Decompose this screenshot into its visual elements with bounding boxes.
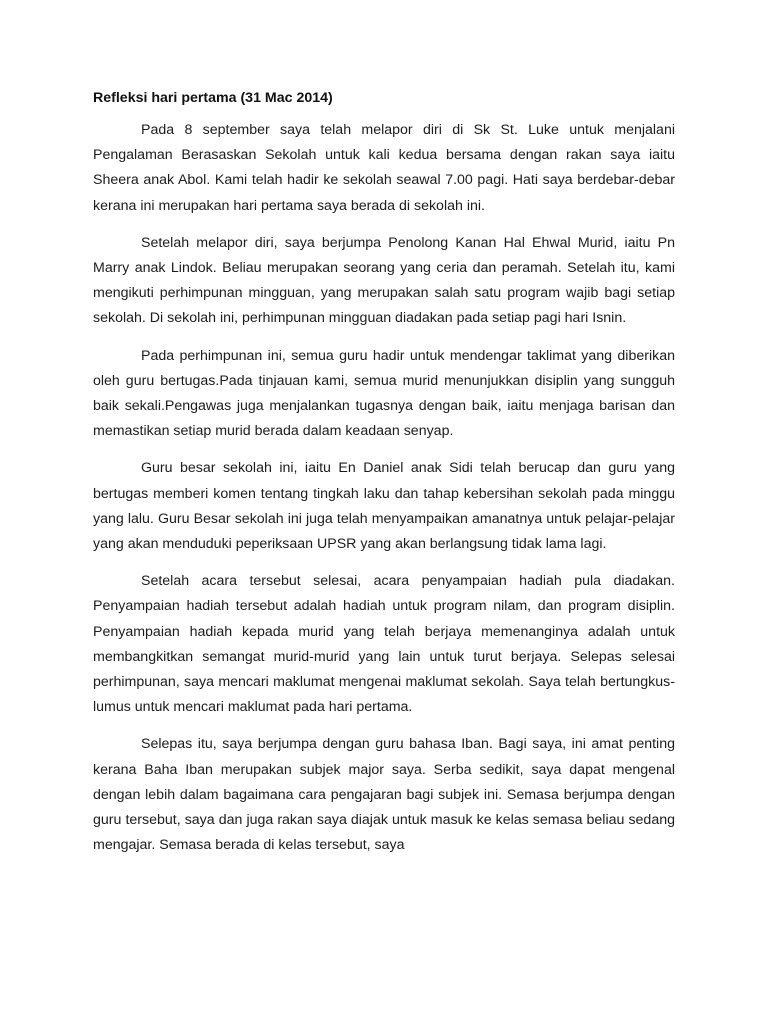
paragraph-2: Setelah melapor diri, saya berjumpa Penolong Kanan Hal Ehwal Murid, iaitu Pn Marry anak Lindok. Beliau merupakan seorang yang ceria dan peramah. Setelah itu, kami mengikuti perhimpunan mingguan, yang merupakan salah satu program wajib bagi setiap sekolah. Di sekolah ini, perhimpunan mingguan diadakan pada setiap pagi hari Isnin. (93, 234, 675, 327)
paragraph-3: Pada perhimpunan ini, semua guru hadir untuk mendengar taklimat yang diberikan oleh guru bertugas.Pada tinjauan kami, semua murid menunjukkan disiplin yang sungguh baik sekali.Pengawas juga menjalankan tugasnya dengan baik, iaitu menjaga barisan dan memastikan setiap murid berada dalam keadaan senyap. (93, 347, 675, 440)
paragraph-5: Setelah acara tersebut selesai, acara penyampaian hadiah pula diadakan. Penyampaian hadiah tersebut adalah hadiah untuk program nilam, dan program disiplin. Penyampaian hadiah kepada murid yang telah berjaya memenanginya adalah untuk membangkitkan semangat murid-murid yang lain untuk turut berjaya. Selepas selesai perhimpunan, saya mencari maklumat mengenai maklumat sekolah. Saya telah bertungkus-lumus untuk mencari maklumat pada hari pertama. (93, 573, 675, 716)
document-title: Refleksi hari pertama (31 Mac 2014) (93, 90, 333, 106)
paragraph-1: Pada 8 september saya telah melapor diri di Sk St. Luke untuk menjalani Pengalaman Berasaskan Sekolah untuk kali kedua bersama dengan rakan saya iaitu Sheera anak Abol. Kami telah hadir ke sekolah seawal 7.00 pagi. Hati saya berdebar-debar kerana ini merupakan hari pertama saya berada di sekolah ini. (93, 122, 675, 214)
document-body (93, 88, 675, 870)
paragraph-4: Guru besar sekolah ini, iaitu En Daniel anak Sidi telah berucap dan guru yang bertugas memberi komen tentang tingkah laku dan tahap kebersihan sekolah pada minggu yang lalu. Guru Besar sekolah ini juga telah menyampaikan amanatnya untuk pelajar-pelajar yang akan menduduki peperiksaan UPSR yang akan berlangsung tidak lama lagi. (93, 460, 675, 553)
paragraph-6: Selepas itu, saya berjumpa dengan guru bahasa Iban. Bagi saya, ini amat penting kerana Baha Iban merupakan subjek major saya. Serba sedikit, saya dapat mengenal dengan lebih dalam bagaimana cara pengajaran bagi subjek ini. Semasa berjumpa dengan guru tersebut, saya dan juga rakan saya diajak untuk masuk ke kelas semasa beliau sedang mengajar. Semasa berada di kelas tersebut, saya (93, 736, 675, 854)
